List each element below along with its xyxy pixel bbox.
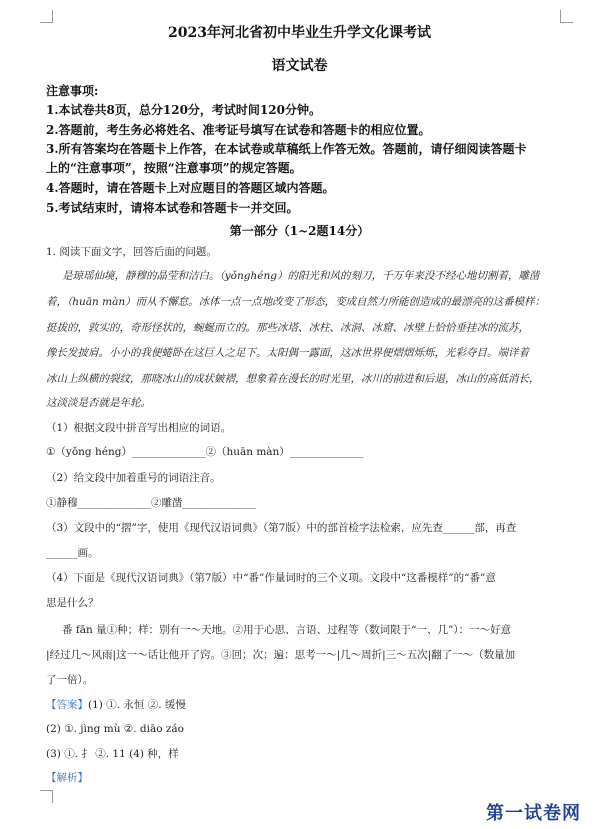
passage-line: 冰山上纵横的裂纹，那晓冰山的成状皴褶，想象着在漫长的时光里，冰川的前进和后退，冰山的高低消长， (46, 373, 540, 385)
sub-question-1-blanks: ①（yǒng héng）______________②（huān màn）______________ (46, 446, 364, 458)
sub-question-3: （3）文段中的“摺”字，使用《现代汉语词典》（第7版）中的部首检字法检索，应先查______部，再查 (46, 522, 517, 534)
dictionary-entry: |经过几～风雨|这一～话让他开了窍。③回；次；遍：思考一～|几～周折|三～五次|翻了一～（数量加 (46, 649, 516, 661)
passage-line: 是琼瑶仙境，静穆的晶莹和洁白。（yǒnghéng）的阳光和风的刻刀，千万年来没不经心地切割着，雕凿 (62, 270, 540, 282)
exam-title: 2023年河北省初中毕业生升学文化课考试 (168, 25, 431, 41)
sub-question-4-cont: 思是什么？ (46, 597, 99, 609)
sub-question-2-blanks: ①静穆______________②雕凿______________ (46, 497, 256, 509)
sub-question-2: （2）给文段中加着重号的词语注音。 (46, 472, 221, 484)
notice-heading: 注意事项: (46, 84, 99, 98)
answer-text: (1) ①. 永恒 ②. 缓慢 (88, 699, 186, 711)
site-watermark: 第一试卷网 (486, 803, 581, 824)
answer-line (46, 698, 186, 713)
section-title: 第一部分（1~2题14分） (229, 224, 370, 238)
question-prompt: 1. 阅读下面文字，回答后面的问题。 (46, 246, 217, 258)
answer-line: (2) ①. jìng mù ②. diāo záo (46, 723, 184, 735)
sub-question-3-cont: ______画。 (46, 547, 99, 559)
dictionary-entry: 了一倍）。 (46, 674, 94, 686)
notice-item: 3.所有答案均在答题卡上作答，在本试卷或草稿纸上作答无效。答题前，请仔细阅读答题卡 (46, 142, 527, 156)
sub-question-4: （4）下面是《现代汉语词典》（第7版）中“番”作量词时的三个义项。文段中“这番模样”的“番”意 (46, 572, 496, 584)
exam-subtitle: 语文试卷 (271, 58, 328, 74)
sub-question-1: （1）根据文段中拼音写出相应的词语。 (46, 422, 232, 434)
answer-line: (3) ①. 扌 ②. 11 (4) 种，样 (46, 748, 179, 760)
notice-item: 上的“注意事项”，按照“注意事项”的规定答题。 (46, 161, 302, 175)
notice-item: 2.答题前，考生务必将姓名、准考证号填写在试卷和答题卡的相应位置。 (46, 123, 431, 137)
notice-item: 4.答题时，请在答题卡上对应题目的答题区域内答题。 (46, 181, 335, 195)
passage-line: 挺拔的，敦实的，奇形怪状的，蜿蜒而立的。那些冰塔、冰柱、冰洞、冰窟、冰壁上恰恰垂挂冰的流苏， (46, 322, 529, 334)
dictionary-entry: 番 fān 量①种；样：别有一～天地。②用于心思、言语、过程等（数词限于“一、几”）：一～好意 (62, 624, 512, 636)
passage-line: 着，（huān màn）而从不懈怠。冰体一点一点地改变了形态，变成自然力所能创造成的最漂亮的这番模样： (46, 296, 546, 308)
analysis-label: 【解析】 (46, 772, 88, 784)
passage-line: 像长发披肩。小小的我便蜷卧在这巨人之足下。太阳偶一露面，这冰世界便熠熠烁烁，光彩夺目。端详着 (46, 347, 529, 359)
notice-item: 5.考试结束时，请将本试卷和答题卡一并交回。 (46, 201, 299, 215)
notice-item: 1.本试卷共8页，总分120分，考试时间120分钟。 (46, 103, 321, 117)
answer-label: 【答案】 (46, 699, 88, 711)
crop-mark-bottom-left (40, 790, 53, 803)
passage-line: 这淡淡是否就是年轮。 (46, 397, 151, 409)
